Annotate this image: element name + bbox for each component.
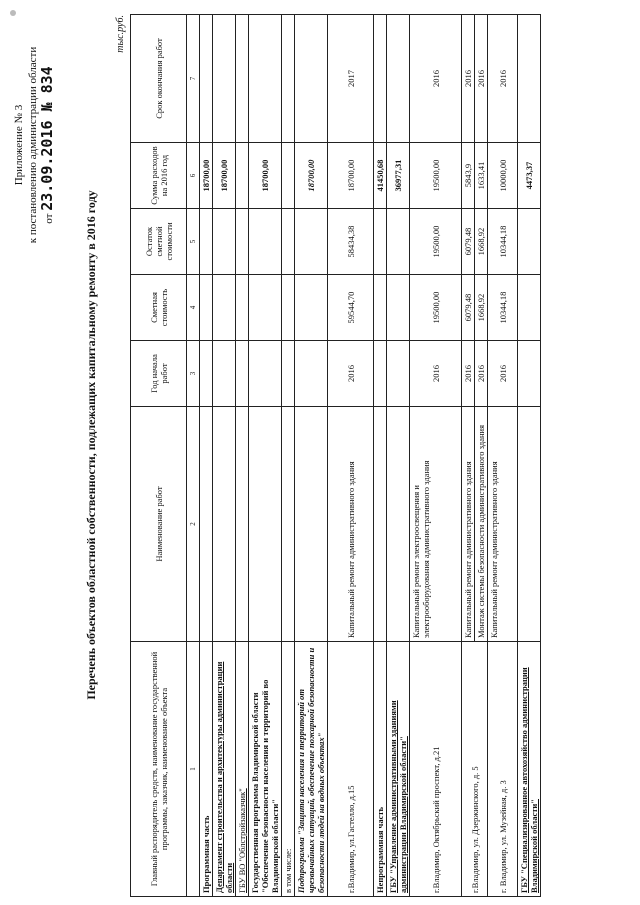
row-rest: 19500,00: [410, 209, 462, 275]
row-work: Монтаж системы безопасности административного здания: [475, 407, 488, 642]
row-rest: 10344,18: [488, 209, 518, 275]
row-start: 2016: [410, 341, 462, 407]
appendix-decree: к постановлению администрации области: [27, 46, 39, 244]
table-row: [249, 15, 282, 897]
table-row: [374, 15, 387, 897]
decree-date: 23.09.2016 № 834: [38, 66, 56, 211]
row-name: Подпрограмма "Защита населения и территорий от чрезвычайных ситуаций, обеспечение пожарной безопасности и безопасности людей на водных объектах": [295, 642, 328, 897]
row-cost: 19500,00: [410, 275, 462, 341]
header-start-year: Год начала работ: [131, 341, 187, 407]
row-sum: 18700,00: [249, 143, 282, 209]
table-row: [236, 15, 249, 897]
units-label: тыс.руб.: [115, 15, 126, 53]
table-row: [328, 15, 374, 897]
header-expense-2016: Сумма расходов на 2016 год: [131, 143, 187, 209]
row-sum: 36977,31: [387, 143, 410, 209]
row-sum: 19500,00: [410, 143, 462, 209]
row-start: 2016: [462, 341, 475, 407]
row-name: в том числе:: [282, 642, 295, 897]
row-name: Программная часть: [200, 642, 213, 897]
table-row: [200, 15, 213, 897]
row-name: ГБУ ВО "Облстройзаказчик": [236, 642, 249, 897]
row-sum: 41450,68: [374, 143, 387, 209]
row-work: Капитальный ремонт административного здания: [328, 407, 374, 642]
header-estimated-cost: Сметная стоимость: [131, 275, 187, 341]
row-sum: 1633,41: [475, 143, 488, 209]
appendix-number: Приложение № 3: [13, 104, 25, 186]
row-end: 2016: [475, 15, 488, 143]
index-cell: 3: [187, 341, 200, 407]
table-row: [282, 15, 295, 897]
index-cell: 6: [187, 143, 200, 209]
row-sum: 18700,00: [295, 143, 328, 209]
date-prefix: от: [43, 213, 55, 224]
table-row: [387, 15, 410, 897]
index-cell: 7: [187, 15, 200, 143]
row-end: 2017: [328, 15, 374, 143]
row-work: Капитальный ремонт административного здания: [488, 407, 518, 642]
row-cost: 10344,18: [488, 275, 518, 341]
row-name: Департамент строительства и архитектуры администрации области: [213, 642, 236, 897]
row-name: ГБУ "Управление административными зданиями администрации Владимирской области": [387, 642, 410, 897]
appendix-header: [12, 5, 56, 285]
row-name: ГБУ "Специализированное автохозяйство администрации Владимирской области": [518, 642, 541, 897]
row-rest: 58434,38: [328, 209, 374, 275]
table-row: [462, 15, 475, 897]
row-rest: 1668,92: [475, 209, 488, 275]
capital-repair-table: [130, 14, 541, 897]
row-name: Непрограммная часть: [374, 642, 387, 897]
row-cost: 6079,48: [462, 275, 475, 341]
row-end: 2016: [410, 15, 462, 143]
row-end: 2016: [488, 15, 518, 143]
row-name: г.Владимир, Октябрьский проспект, д.21: [410, 642, 462, 897]
row-cost: 59544,70: [328, 275, 374, 341]
header-work: Наименование работ: [131, 407, 187, 642]
row-name: г.Владимир, ул.Гастелло, д.15: [328, 642, 374, 897]
index-cell: 2: [187, 407, 200, 642]
row-start: 2016: [488, 341, 518, 407]
row-start: 2016: [328, 341, 374, 407]
row-sum: 4473,37: [518, 143, 541, 209]
header-end-date: Срок окончания работ: [131, 15, 187, 143]
header-owner: Главный распорядитель средств, наименование государственной программы, заказчик, наименование объекта: [131, 642, 187, 897]
index-cell: 1: [187, 642, 200, 897]
table-row: [410, 15, 462, 897]
table-row: [488, 15, 518, 897]
row-rest: 6079,48: [462, 209, 475, 275]
row-work: Капитальный ремонт электроосвещения и электрооборудования административного здания: [410, 407, 462, 642]
row-cost: 1668,92: [475, 275, 488, 341]
table-row: [295, 15, 328, 897]
row-start: 2016: [475, 341, 488, 407]
appendix-dateline: [40, 5, 56, 285]
index-cell: 4: [187, 275, 200, 341]
header-remaining-cost: Остаток сметной стоимости: [131, 209, 187, 275]
row-end: 2016: [462, 15, 475, 143]
row-sum: 18700,00: [200, 143, 213, 209]
row-work: Капитальный ремонт административного здания: [462, 407, 475, 642]
row-name: г.Владимир, ул. Дзержинского, д. 5: [462, 642, 488, 897]
header-row: [131, 15, 187, 897]
table-row: [213, 15, 236, 897]
row-sum: 18700,00: [328, 143, 374, 209]
table-row: [518, 15, 541, 897]
row-sum: 18700,00: [213, 143, 236, 209]
row-sum: 10000,00: [488, 143, 518, 209]
row-name: г. Владимир, ул. Музейная, д. 3: [488, 642, 518, 897]
row-sum: 5843,9: [462, 143, 475, 209]
index-cell: 5: [187, 209, 200, 275]
index-row: [187, 15, 200, 897]
document-title: Перечень объектов областной собственности, подлежащих капитальному ремонту в 2016 году: [84, 190, 98, 700]
row-name: Государственная программа Владимирской области "Обеспечение безопасности населения и территорий во Владимирской области": [249, 642, 282, 897]
